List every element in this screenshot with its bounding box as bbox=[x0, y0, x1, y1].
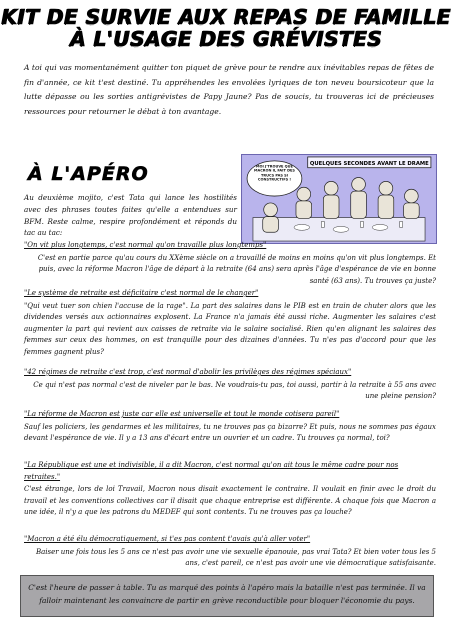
title-line-1: KIT DE SURVIE AUX REPAS DE FAMILLE bbox=[1, 5, 452, 29]
apero-heading: À L'APÉRO bbox=[28, 163, 149, 185]
answer-4: Sauf les policiers, les gendarmes et les militaires, tu ne trouves pas ça bizarre? Et puis, nous ne sommes pas égaux devant l'espérance de vie. Il y a 13 ans d'écart entre un ouvrier et un cadre. Tu trouves ça normal, toi? bbox=[24, 422, 436, 443]
answer-5: C'est étrange, lors de loi Travail, Macron nous disait exactement le contraire. Il voulait en finir avec le droit du travail et les conventions collectives car il disait que chaque entreprise est différente. A chaque fois que Macron a une idée, il n'y a que les patrons du MEDEF qui sont contents. Tu ne trouves pas ça louche? bbox=[24, 485, 436, 517]
qa-item-6 bbox=[24, 534, 436, 570]
qa-item-5 bbox=[24, 460, 436, 519]
cartoon-drawing bbox=[242, 155, 436, 243]
qa-item-2 bbox=[24, 288, 436, 359]
cartoon-banner: QUELQUES SECONDES AVANT LE DRAME bbox=[309, 160, 429, 167]
qa-item-3 bbox=[24, 367, 436, 403]
main-title bbox=[0, 6, 453, 50]
cartoon-illustration bbox=[241, 154, 437, 244]
question-2: "Le système de retraite est déficitaire c'est normal de le changer" bbox=[24, 289, 259, 297]
answer-2: "Qui veut tuer son chien l'accuse de la rage". La part des salaires dans le PIB est en train de chuter alors que les dividendes versés aux actionnaires explosent. La France n'a jamais été aussi riche. Augmenter les salaires c'est augmenter la part qui revient aux caisses de retraite via le salaire socialisé. Rien qu'en alignant les salaires des femmes sur ceux des hommes, on est tranquille pour des dizaines d'années. Tu n'es pas d'accord pour que les femmes gagnent plus? bbox=[24, 301, 436, 356]
intro-paragraph: A toi qui vas momentanément quitter ton piquet de grève pour te rendre aux inévitables repas de fêtes de fin d'année, ce kit t'est destiné. Tu appréhendes les envolées lyriques de ton neveu boursicoteur que la lutte dépasse ou les sorties antigrévistes de Papy Jaune? Pas de soucis, tu trouveras ici de précieuses ressources pour retourner le débat à ton avantage. bbox=[24, 63, 434, 116]
question-4: "La réforme de Macron est juste car elle est universelle et tout le monde cotisera pareil" bbox=[24, 410, 340, 418]
question-6: "Macron a été élu démocratiquement, si t'es pas content t'avais qu'à aller voter" bbox=[24, 535, 311, 543]
answer-6: Baiser une fois tous les 5 ans ce n'est pas avoir une vie sexuelle épanouie, pas vrai Tata? Et bien voter tous les 5 ans, c'est pareil, ce n'est pas avoir une vie démocratique satisfaisante. bbox=[35, 547, 436, 568]
question-1: "On vit plus longtemps, c'est normal qu'on travaille plus longtemps" bbox=[24, 241, 267, 249]
apero-paragraph: Au deuxième mojito, c'est Tata qui lance les hostilités avec des phrases toutes faites qu'elle a entendues sur BFM. Reste calme, respire profondément et réponds du tac au tac: bbox=[24, 193, 237, 238]
question-3: "42 régimes de retraite c'est trop, c'est normal d'abolir les privilèges des régimes spéciaux" bbox=[24, 368, 352, 376]
answer-1: C'est en partie parce qu'au cours du XXème siècle on a travaillé de moins en moins qu'on vit plus longtemps. Et puis, avec la réforme Macron l'âge de départ à la retraite (64 ans) sera après l'âge d'espérance de vie en bonne santé (63 ans). Tu trouves ça juste? bbox=[37, 253, 436, 285]
question-5: "La République est une et indivisible, il a dit Macron, c'est normal qu'on ait tous le même cadre pour nos retraites." bbox=[24, 461, 399, 481]
final-callout-box: C'est l'heure de passer à table. Tu as marqué des points à l'apéro mais la bataille n'est pas terminée. Il va falloir maintenant les convaincre de partir en grève reconductible pour bloquer l'économie du pays. bbox=[20, 575, 434, 617]
title-line-2: À L'USAGE DES GRÉVISTES bbox=[70, 27, 383, 51]
cartoon-bubble: MOI J'TROUVE QUE MACRON IL FAIT DES TRUCS PAS SI CONSTRUCTIFS ! bbox=[254, 164, 295, 182]
qa-item-4 bbox=[24, 409, 436, 445]
qa-item-1 bbox=[24, 240, 436, 287]
answer-3: Ce qui n'est pas normal c'est de niveler par le bas. Ne voudrais-tu pas, toi aussi, partir à la retraite à 55 ans avec une pleine pension? bbox=[33, 380, 436, 401]
